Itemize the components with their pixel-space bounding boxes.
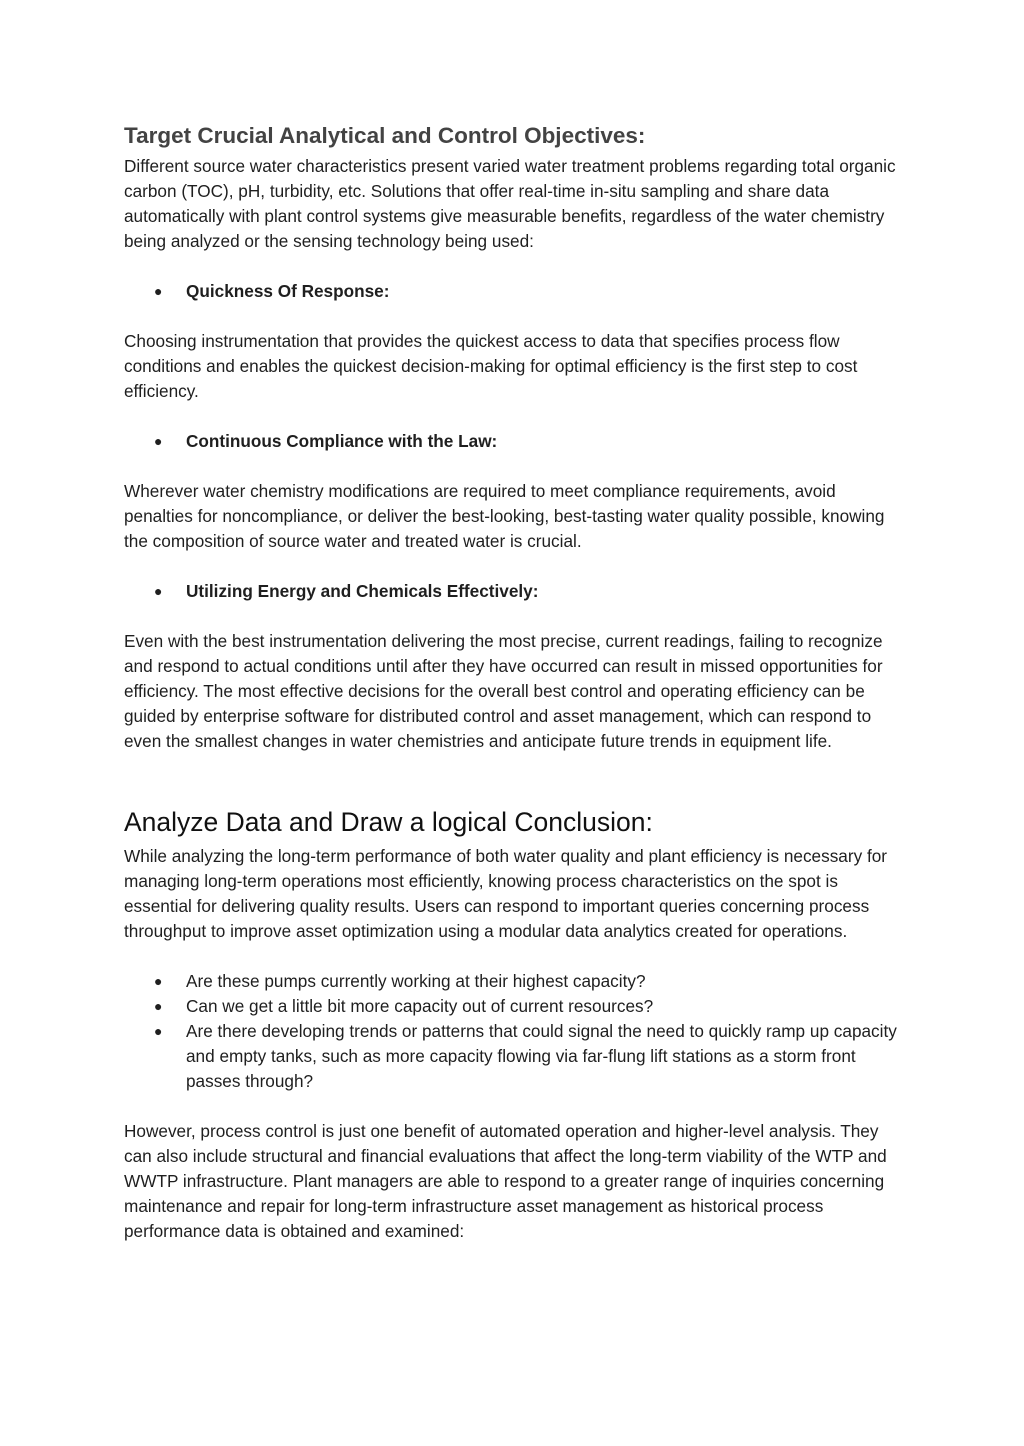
bullet-icon: ● (154, 433, 163, 449)
closing-paragraph: However, process control is just one benefit of automated operation and higher-level analysis. They can also include structural and financial evaluations that affect the long-term viability of the WTP and WWTP infrastructure. Plant managers are able to respond to a greater range of inquiries concerning maintenance and repair for long-term infrastructure asset management as historical process performance data is obtained and examined: (124, 1121, 887, 1241)
document-page (124, 120, 899, 1244)
objective-paragraph-response: Choosing instrumentation that provides the quickest access to data that specifies process flow conditions and enables the quickest decision-making for optimal efficiency is the first step to cost efficiency. (124, 331, 858, 401)
objective-heading-response: Quickness Of Response: (186, 281, 390, 301)
objective-list-2 (124, 429, 899, 454)
bullet-icon: ● (154, 583, 163, 599)
bullet-icon: ● (154, 998, 163, 1014)
bullet-icon: ● (154, 973, 163, 989)
bullet-icon: ● (154, 1023, 163, 1039)
question-list (124, 969, 899, 1094)
question-text: Are these pumps currently working at their highest capacity? (186, 971, 646, 991)
section-heading-analyze: Analyze Data and Draw a logical Conclusion: (124, 807, 653, 837)
list-item (124, 994, 899, 1019)
objective-heading-energy: Utilizing Energy and Chemicals Effectively: (186, 581, 539, 601)
objective-list-3 (124, 579, 899, 604)
bullet-icon: ● (154, 283, 163, 299)
objective-paragraph-compliance: Wherever water chemistry modifications are required to meet compliance requirements, avoid penalties for noncompliance, or deliver the best-looking, best-tasting water quality possible, knowing the composition of source water and treated water is crucial. (124, 481, 885, 551)
objectives-intro-paragraph: Different source water characteristics present varied water treatment problems regarding total organic carbon (TOC), pH, turbidity, etc. Solutions that offer real-time in-situ sampling and share data automatically with plant control systems give measurable benefits, regardless of the water chemistry being analyzed or the sensing technology being used: (124, 156, 896, 251)
objective-heading-compliance: Continuous Compliance with the Law: (186, 431, 498, 451)
list-item (124, 279, 899, 304)
section-heading-objectives: Target Crucial Analytical and Control Objectives: (124, 123, 646, 148)
question-text: Are there developing trends or patterns that could signal the need to quickly ramp up capacity and empty tanks, such as more capacity flowing via far-flung lift stations as a storm front passes through? (186, 1021, 897, 1091)
question-text: Can we get a little bit more capacity out of current resources? (186, 996, 654, 1016)
list-item (124, 1019, 899, 1094)
list-item (124, 969, 899, 994)
objective-paragraph-energy: Even with the best instrumentation delivering the most precise, current readings, failing to recognize and respond to actual conditions until after they have occurred can result in missed opportunities for efficiency. The most effective decisions for the overall best control and operating efficiency can be guided by enterprise software for distributed control and asset management, which can respond to even the smallest changes in water chemistries and anticipate future trends in equipment life. (124, 631, 883, 751)
objective-list-1 (124, 279, 899, 304)
list-item (124, 579, 899, 604)
analyze-intro-paragraph: While analyzing the long-term performance of both water quality and plant efficiency is necessary for managing long-term operations most efficiently, knowing process characteristics on the spot is essential for delivering quality results. Users can respond to important queries concerning process throughput to improve asset optimization using a modular data analytics created for operations. (124, 846, 888, 941)
list-item (124, 429, 899, 454)
